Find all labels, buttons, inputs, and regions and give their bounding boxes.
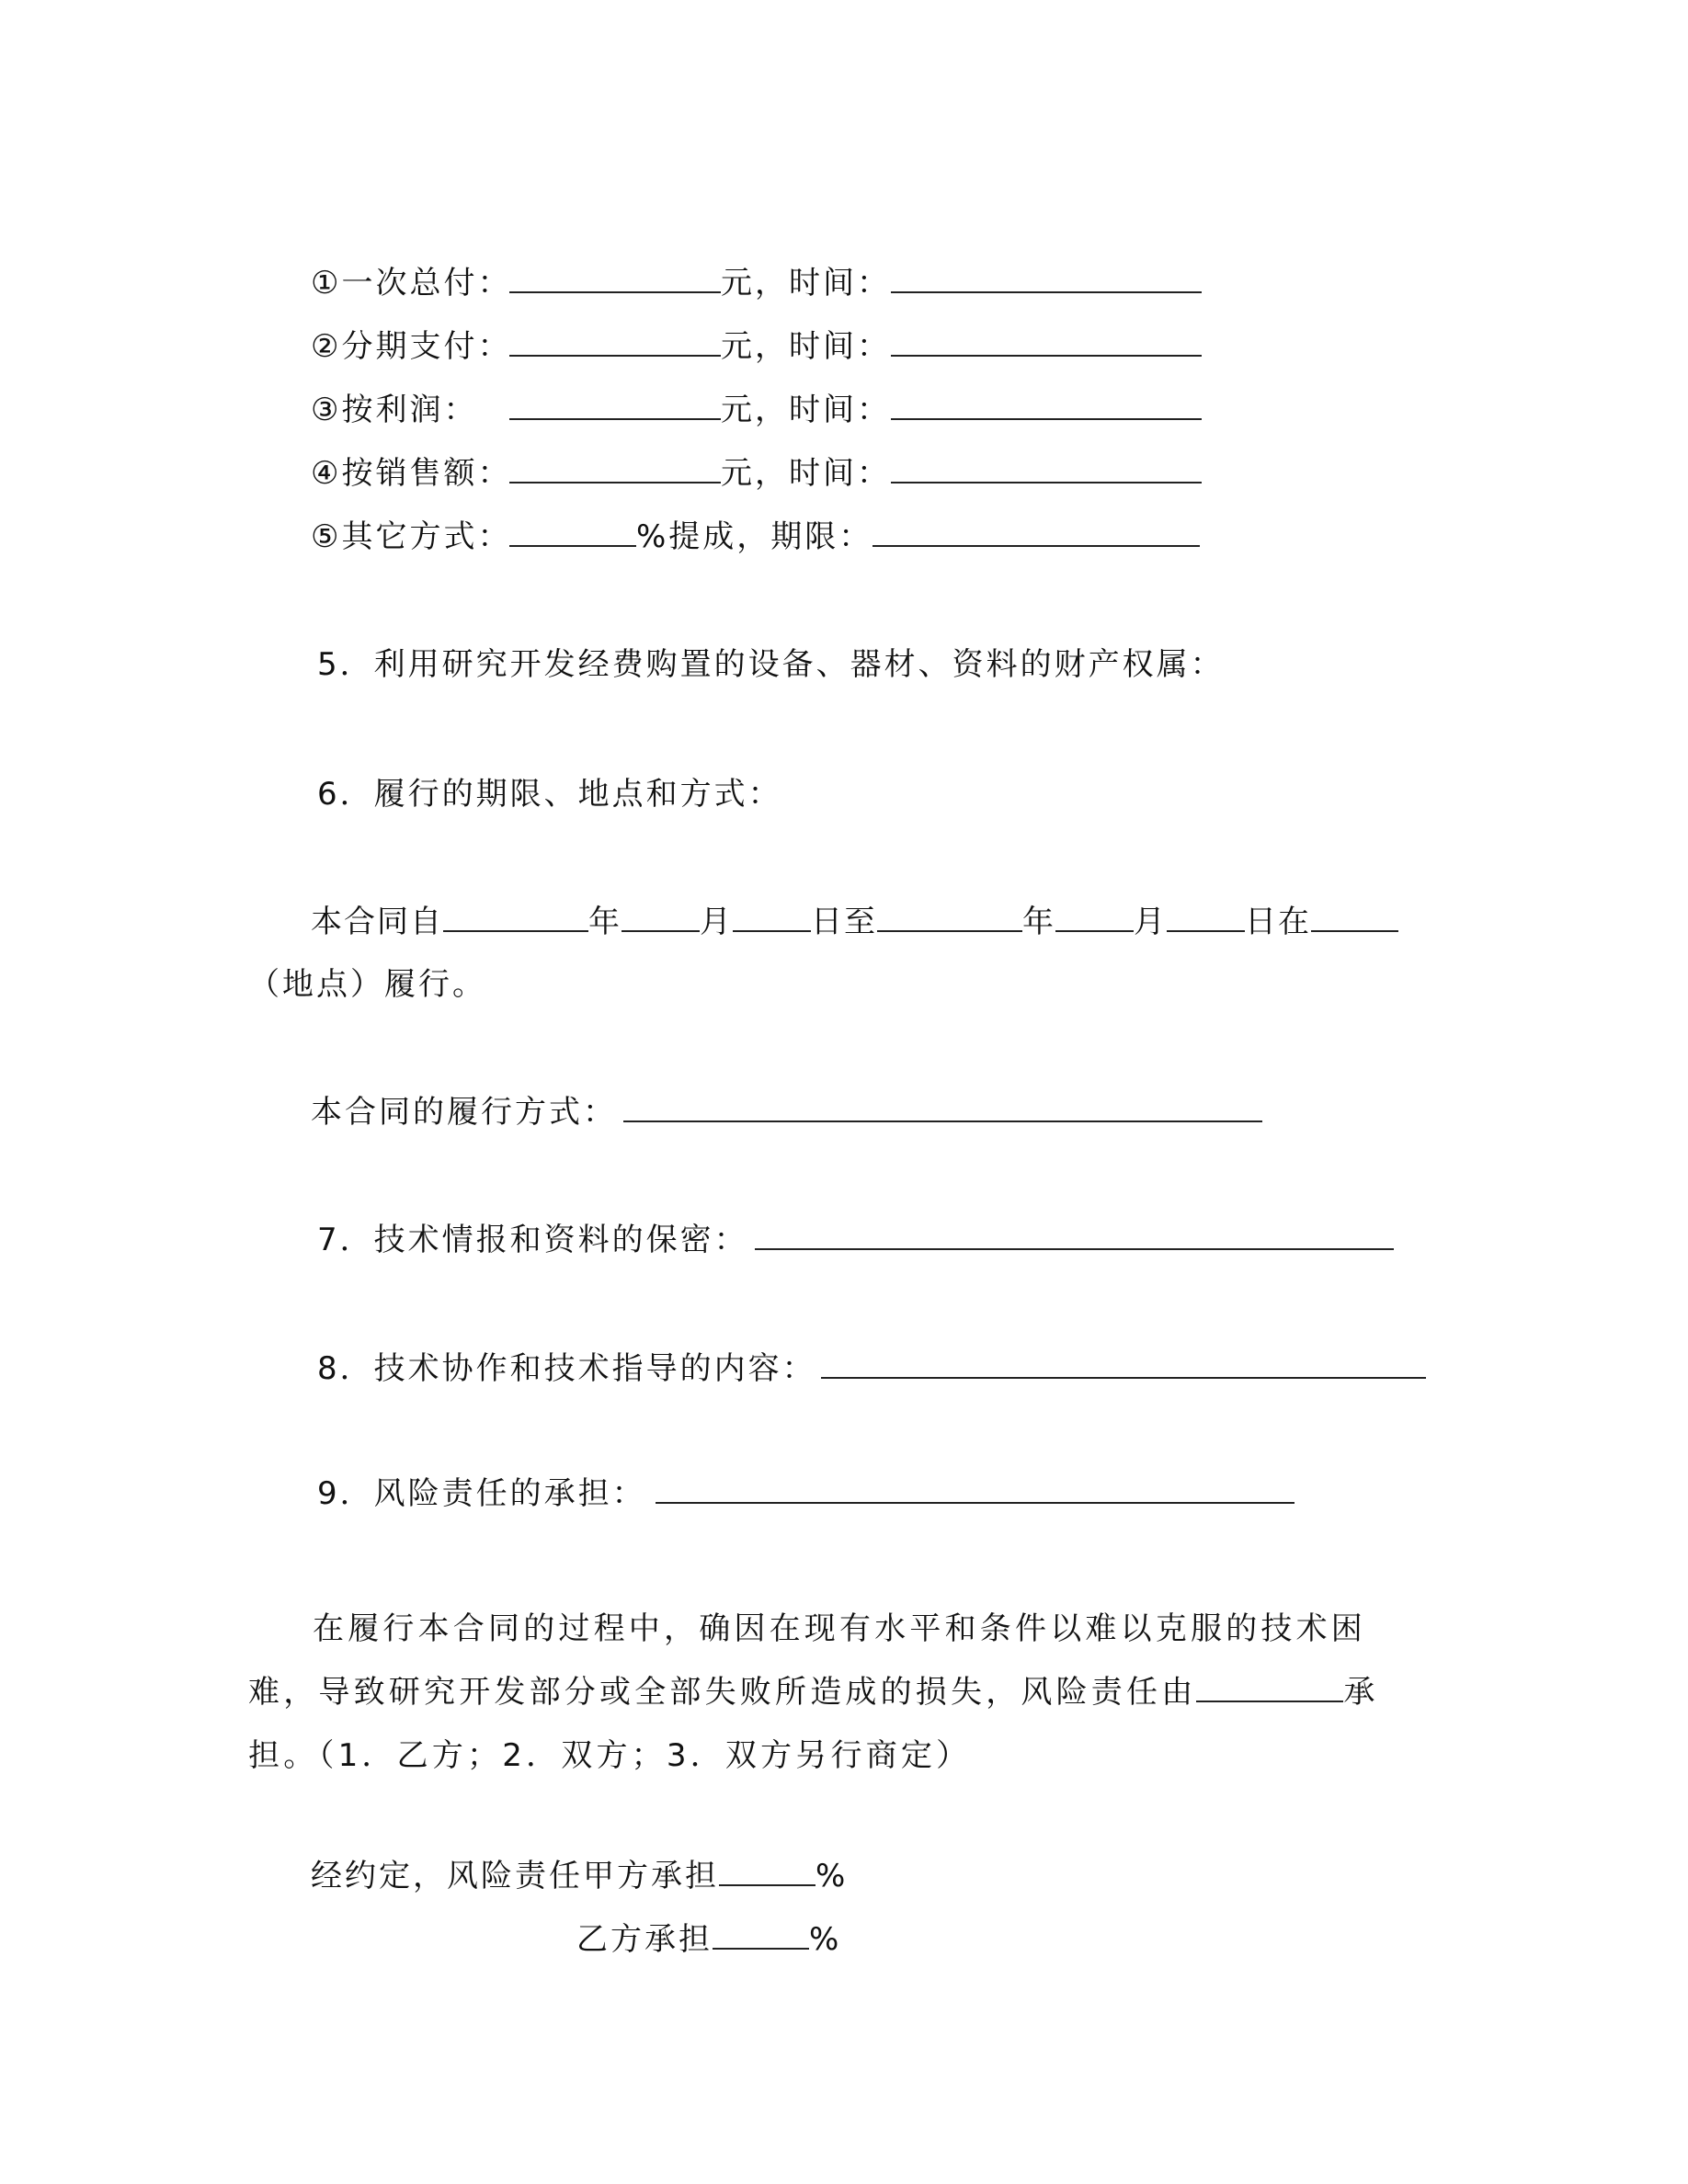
party-b-label: 乙方承担 — [576, 1921, 713, 1958]
amount-field[interactable] — [509, 327, 721, 357]
payment-unit: %提成，期限： — [636, 518, 873, 555]
payment-label: ③按利润： — [311, 392, 478, 428]
end-year-field[interactable] — [877, 903, 1022, 932]
risk-paragraph-text: 在履行本合同的过程中，确因在现有水平和条件以难以克服的技术困难，导致研究开发部分或全部失败所造成的损失，风险责任由 — [248, 1610, 1366, 1711]
payment-label: ②分期支付： — [311, 328, 512, 365]
payment-label: ⑤其它方式： — [311, 518, 512, 555]
party-a-percent-field[interactable] — [719, 1857, 815, 1886]
period-text-from: 本合同自 — [311, 904, 443, 940]
cooperation-field[interactable] — [821, 1349, 1426, 1379]
payment-option-4 — [311, 454, 1202, 492]
amount-field[interactable] — [509, 454, 721, 483]
method-line — [311, 1093, 1262, 1131]
place-field[interactable] — [1311, 903, 1398, 932]
term-field[interactable] — [873, 518, 1200, 547]
payment-label: ①一次总付： — [311, 265, 512, 301]
section-9 — [317, 1474, 1295, 1512]
method-field[interactable] — [623, 1093, 1262, 1122]
end-day-field[interactable] — [1167, 903, 1245, 932]
payment-label: ④按销售额： — [311, 455, 512, 492]
payment-unit: 元，时间： — [721, 265, 891, 301]
payment-option-3 — [311, 391, 1202, 428]
percent-field[interactable] — [509, 518, 636, 547]
month-label: 月 — [700, 904, 733, 940]
start-day-field[interactable] — [733, 903, 811, 932]
payment-option-1 — [311, 264, 1202, 301]
risk-paragraph — [248, 1598, 1430, 1788]
section-5-heading: 5．利用研究开发经费购置的设备、器材、资料的财产权属： — [317, 646, 1225, 683]
risk-bearer-field[interactable] — [1196, 1673, 1343, 1702]
payment-option-2 — [311, 327, 1202, 365]
confidentiality-field[interactable] — [755, 1221, 1394, 1250]
section-7 — [317, 1221, 1394, 1258]
section-7-label: 7．技术情报和资料的保密： — [317, 1222, 748, 1258]
percent-sign: % — [809, 1921, 842, 1958]
day-to-label: 日至 — [811, 904, 877, 940]
party-b-percent-field[interactable] — [713, 1920, 809, 1950]
time-field[interactable] — [891, 454, 1202, 483]
time-field[interactable] — [891, 327, 1202, 357]
amount-field[interactable] — [509, 264, 721, 293]
payment-option-5 — [311, 518, 1200, 555]
time-field[interactable] — [891, 264, 1202, 293]
section-9-label: 9．风险责任的承担： — [317, 1475, 646, 1512]
contract-period — [311, 903, 1398, 940]
month-label: 月 — [1134, 904, 1167, 940]
risk-split-a — [311, 1857, 848, 1894]
time-field[interactable] — [891, 391, 1202, 420]
year-label: 年 — [1022, 904, 1055, 940]
end-month-field[interactable] — [1055, 903, 1134, 932]
party-a-label: 经约定，风险责任甲方承担 — [311, 1858, 719, 1894]
start-month-field[interactable] — [622, 903, 700, 932]
amount-field[interactable] — [509, 391, 721, 420]
risk-field[interactable] — [656, 1474, 1295, 1504]
day-at-label: 日在 — [1245, 904, 1311, 940]
method-label: 本合同的履行方式： — [311, 1094, 617, 1131]
risk-split-b — [576, 1920, 841, 1958]
section-8-label: 8．技术协作和技术指导的内容： — [317, 1350, 816, 1387]
place-text: （地点）履行。 — [248, 966, 486, 1003]
percent-sign: % — [815, 1858, 849, 1894]
start-year-field[interactable] — [443, 903, 588, 932]
payment-unit: 元，时间： — [721, 392, 891, 428]
section-8 — [317, 1349, 1426, 1387]
section-6-heading: 6．履行的期限、地点和方式： — [317, 776, 782, 813]
payment-unit: 元，时间： — [721, 328, 891, 365]
year-label: 年 — [588, 904, 622, 940]
risk-paragraph-options: 承担。（1．乙方；2．双方；3．双方另行商定） — [248, 1674, 1379, 1774]
payment-unit: 元，时间： — [721, 455, 891, 492]
